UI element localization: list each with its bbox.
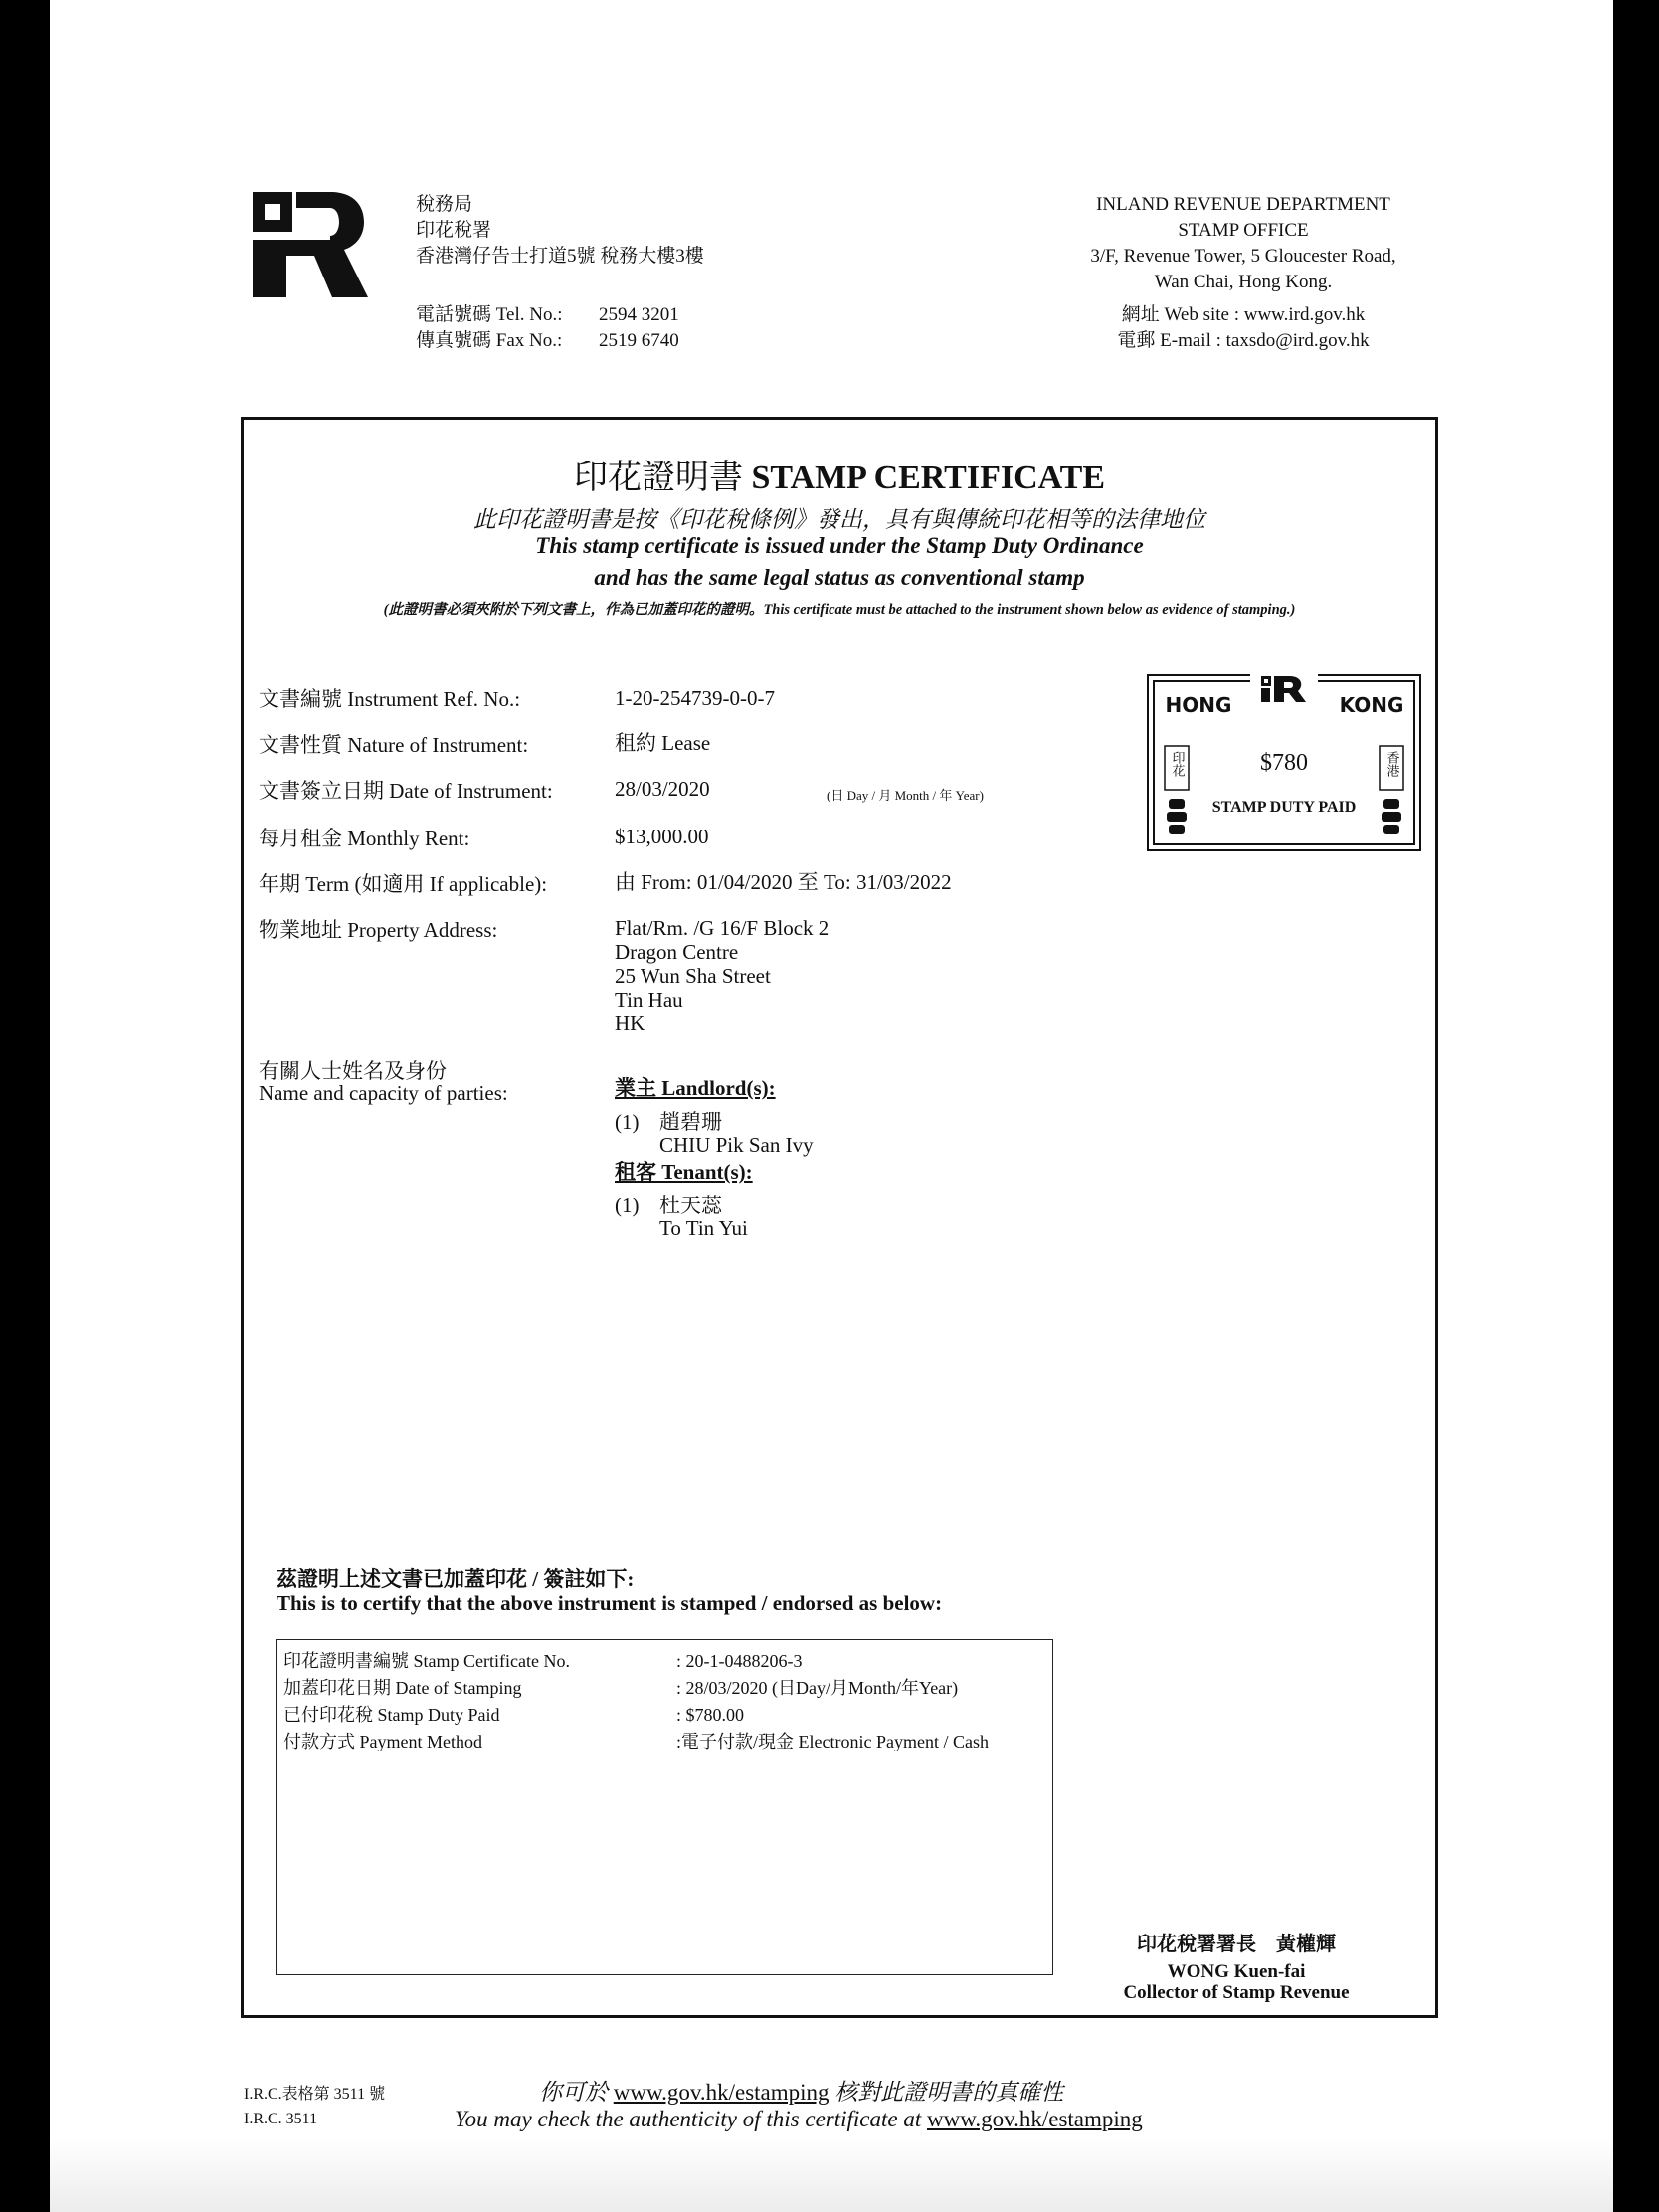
subtitle-en-1: This stamp certificate is issued under the Stamp Duty Ordinance — [535, 533, 1144, 558]
email-text[interactable]: 電郵 E-mail : taxsdo@ird.gov.hk — [1117, 330, 1370, 351]
address-line-2: Dragon Centre — [615, 940, 739, 964]
fax-label: 傳真號碼 Fax No.: — [416, 330, 563, 351]
header-en-line-3: 3/F, Revenue Tower, 5 Gloucester Road, — [1090, 246, 1396, 267]
fax-value: 2519 6740 — [599, 330, 679, 351]
website-text[interactable]: 網址 Web site : www.ird.gov.hk — [1121, 304, 1366, 325]
term-value: 由 From: 01/04/2020 至 To: 31/03/2022 — [615, 870, 952, 894]
stamp-certificate-no: : 20-1-0488206-3 — [676, 1651, 803, 1671]
title-zh: 印花證明書 — [573, 460, 743, 496]
subtitle-zh: 此印花證明書是按《印花稅條例》發出，具有與傳統印花相等的法律地位 — [473, 507, 1205, 532]
payment-method: :電子付款/現金 Electronic Payment / Cash — [676, 1732, 989, 1751]
ref-label: 文書編號 Instrument Ref. No.: — [259, 687, 521, 711]
tel-label: 電話號碼 Tel. No.: — [416, 304, 563, 325]
title-en: STAMP CERTIFICATE — [751, 460, 1106, 496]
header-zh-line-1: 稅務局 — [416, 194, 473, 215]
certify-zh: 茲證明上述文書已加蓋印花 / 簽註如下: — [276, 1567, 635, 1591]
seal-kong: KONG — [1339, 693, 1404, 717]
header-en-line-1: INLAND REVENUE DEPARTMENT — [1096, 194, 1390, 215]
address-line-3: 25 Wun Sha Street — [615, 964, 771, 988]
certify-en: This is to certify that the above instrument is stamped / endorsed as below: — [276, 1591, 943, 1615]
seal-side-right: 香港 — [1383, 751, 1399, 777]
landlord-heading: 業主 Landlord(s): — [615, 1076, 776, 1100]
date-of-stamping: : 28/03/2020 (日Day/月Month/年Year) — [676, 1678, 959, 1698]
parties-label-zh: 有關人士姓名及身份 — [259, 1059, 447, 1083]
address-line-5: HK — [615, 1012, 645, 1035]
seal-caption: STAMP DUTY PAID — [1211, 799, 1357, 816]
endorsement-label-2: 加蓋印花日期 Date of Stamping — [283, 1678, 522, 1698]
landlord-number: (1) — [615, 1110, 640, 1134]
tenant-heading: 租客 Tenant(s): — [615, 1160, 753, 1184]
tenant-name-zh: 杜天蕊 — [659, 1194, 722, 1217]
collector-title-en: Collector of Stamp Revenue — [1123, 1982, 1350, 2003]
date-value: 28/03/2020 — [615, 777, 710, 801]
seal-amount: $780 — [1260, 750, 1308, 776]
parties-label-en: Name and capacity of parties: — [259, 1081, 508, 1105]
rent-value: $13,000.00 — [615, 825, 709, 848]
tel-value: 2594 3201 — [599, 304, 679, 325]
address-label: 物業地址 Property Address: — [259, 918, 498, 942]
verify-link-zh[interactable]: www.gov.hk/estamping — [613, 2080, 830, 2105]
rent-label: 每月租金 Monthly Rent: — [259, 827, 470, 850]
term-label: 年期 Term (如適用 If applicable): — [259, 872, 548, 896]
date-format-hint: (日 Day / 月 Month / 年 Year) — [827, 788, 984, 803]
subtitle-en-2: and has the same legal status as conventional stamp — [594, 565, 1085, 590]
verify-line-en — [455, 2107, 1143, 2132]
endorsement-label-3: 已付印花稅 Stamp Duty Paid — [283, 1705, 500, 1725]
form-number-en: I.R.C. 3511 — [244, 2111, 318, 2127]
collector-title-zh: 印花稅署署長 黃權輝 — [1137, 1934, 1336, 1955]
stamp-duty-paid-seal — [1147, 674, 1421, 851]
header-zh-line-3: 香港灣仔告士打道5號 稅務大樓3樓 — [416, 246, 704, 267]
nature-label: 文書性質 Nature of Instrument: — [259, 733, 529, 757]
seal-hong: HONG — [1165, 693, 1232, 717]
seal-ornament-right — [1382, 799, 1401, 834]
verify-zh-pre: 你可於 — [539, 2080, 608, 2105]
endorsement-label-4: 付款方式 Payment Method — [283, 1732, 482, 1751]
seal-side-left: 印花 — [1169, 751, 1185, 777]
certificate-title — [244, 450, 1435, 498]
seal-ornament-left — [1167, 799, 1187, 834]
date-label: 文書簽立日期 Date of Instrument: — [259, 779, 553, 803]
verify-en-pre: You may check the authenticity of this certificate at — [455, 2107, 922, 2131]
attachment-note: (此證明書必須夾附於下列文書上，作為已加蓋印花的證明。This certificate must be attached to the instrument shown below as evidence of stamping.) — [383, 602, 1296, 618]
verify-link-en[interactable]: www.gov.hk/estamping — [927, 2107, 1143, 2131]
stamp-certificate-frame — [241, 417, 1438, 2018]
form-number-zh: I.R.C.表格第 3511 號 — [244, 2086, 386, 2103]
stamp-duty-paid: : $780.00 — [676, 1705, 745, 1725]
endorsement-box — [276, 1639, 1053, 1975]
bottom-shadow — [50, 2138, 1613, 2212]
header-zh-line-2: 印花稅署 — [416, 220, 492, 241]
landlord-name-en: CHIU Pik San Ivy — [659, 1133, 814, 1157]
verify-zh-post: 核對此證明書的真確性 — [834, 2080, 1064, 2105]
tenant-name-en: To Tin Yui — [659, 1216, 748, 1240]
header-en-line-2: STAMP OFFICE — [1178, 220, 1309, 241]
header-en-line-4: Wan Chai, Hong Kong. — [1154, 272, 1333, 292]
ref-value: 1-20-254739-0-0-7 — [615, 686, 775, 710]
landlord-name-zh: 趙碧珊 — [659, 1110, 722, 1134]
address-line-4: Tin Hau — [615, 988, 683, 1012]
collector-name: WONG Kuen-fai — [1167, 1961, 1306, 1982]
ird-logo — [253, 192, 368, 297]
right-black-border — [1613, 0, 1659, 2212]
verify-line-zh — [539, 2074, 1063, 2107]
left-black-border — [0, 0, 50, 2212]
nature-value: 租約 Lease — [615, 731, 711, 755]
tenant-number: (1) — [615, 1194, 640, 1217]
endorsement-label-1: 印花證明書編號 Stamp Certificate No. — [283, 1651, 570, 1671]
address-line-1: Flat/Rm. /G 16/F Block 2 — [615, 916, 830, 940]
